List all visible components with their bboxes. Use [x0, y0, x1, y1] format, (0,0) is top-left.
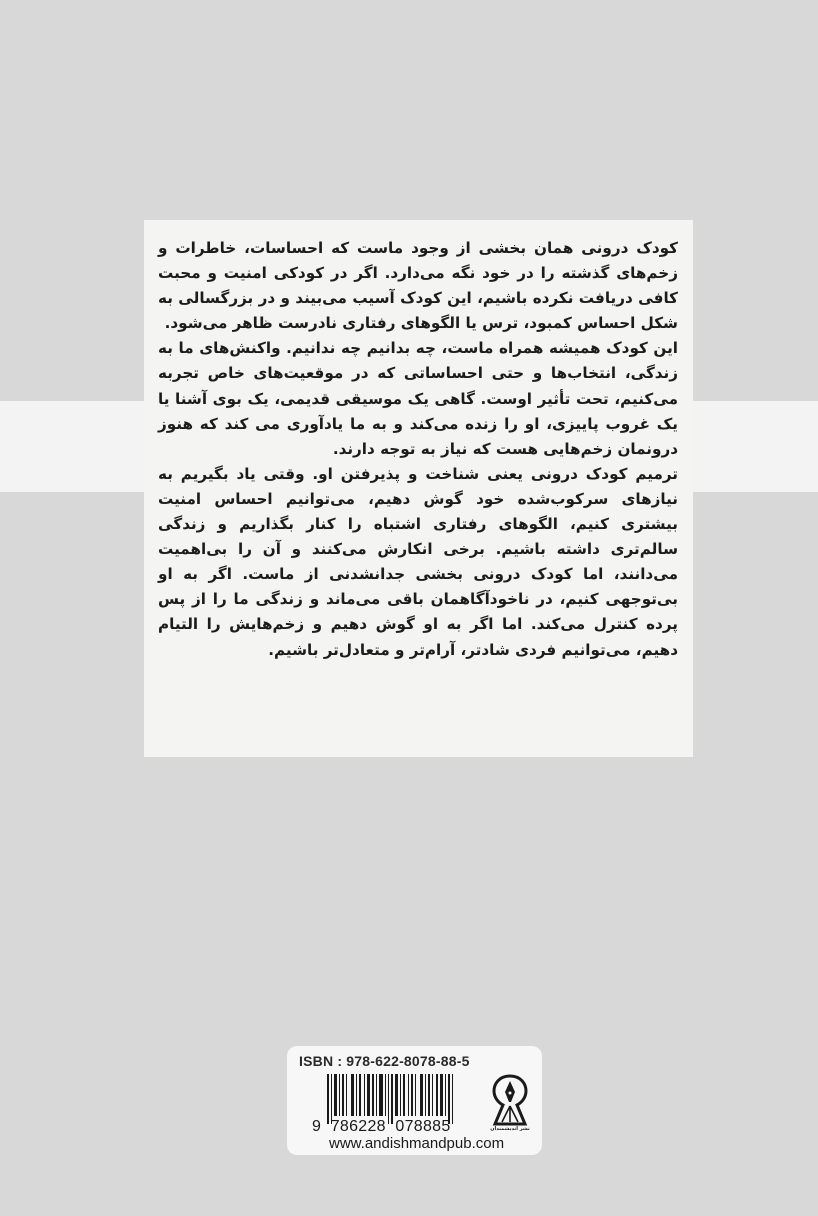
isbn-barcode-label — [287, 1046, 542, 1155]
blurb-paragraph-1: کودک درونی همان بخشی از وجود ماست که احساسات، خاطرات و زخم‌های گذشته را در خود نگه می‌دارد. اگر در کودکی امنیت و محبت کافی دریافت نکرده باشیم، این کودک آسیب می‌بیند و در بزرگسالی به شکل احساس کمبود، ترس یا الگوهای رفتاری نادرست ظاهر می‌شود. — [158, 239, 678, 333]
publisher-logo-caption: نشر اندیشمندان — [490, 1126, 530, 1132]
isbn-number: ISBN : 978-622-8078-88-5 — [299, 1053, 470, 1069]
barcode-digits: 9 786228 078885 — [312, 1118, 451, 1135]
publisher-logo-icon — [490, 1072, 530, 1132]
blurb-paragraph-2: این کودک همیشه همراه ماست، چه بدانیم چه ندانیم. واکنش‌های ما به زندگی، انتخاب‌ها و حتی احساساتی که در موقعیت‌های خاص تجربه می‌کنیم، تحت تأثیر اوست. گاهی یک موسیقی قدیمی، یک بوی آشنا یا یک غروب پاییزی، او را زنده می‌کند و به ما یادآوری می کند که هنوز درونمان زخم‌هایی هست که نیاز به توجه دارند. — [158, 339, 678, 458]
publisher-website: www.andishmandpub.com — [329, 1135, 505, 1152]
back-cover-blurb — [144, 220, 693, 757]
blurb-paragraph-3: ترمیم کودک درونی یعنی شناخت و پذیرفتن او. وقتی یاد بگیریم به نیازهای سرکوب‌شده خود گوش دهیم، می‌توانیم احساس امنیت بیشتری کنیم، الگوهای رفتاری اشتباه را کنار بگذاریم و زندگی سالم‌تری داشته باشیم. برخی انکارش می‌کنند و آن را بی‌اهمیت می‌دانند، اما کودک درونی بخشی جدانشدنی از ماست. اگر به او بی‌توجهی کنیم، در ناخودآگاهمان باقی می‌ماند و زندگی ما را از پس پرده کنترل می‌کند. اما اگر به او گوش دهیم و زخم‌هایش را التیام دهیم، می‌توانیم فردی شادتر، آرام‌تر و متعادل‌تر باشیم. — [158, 464, 678, 659]
